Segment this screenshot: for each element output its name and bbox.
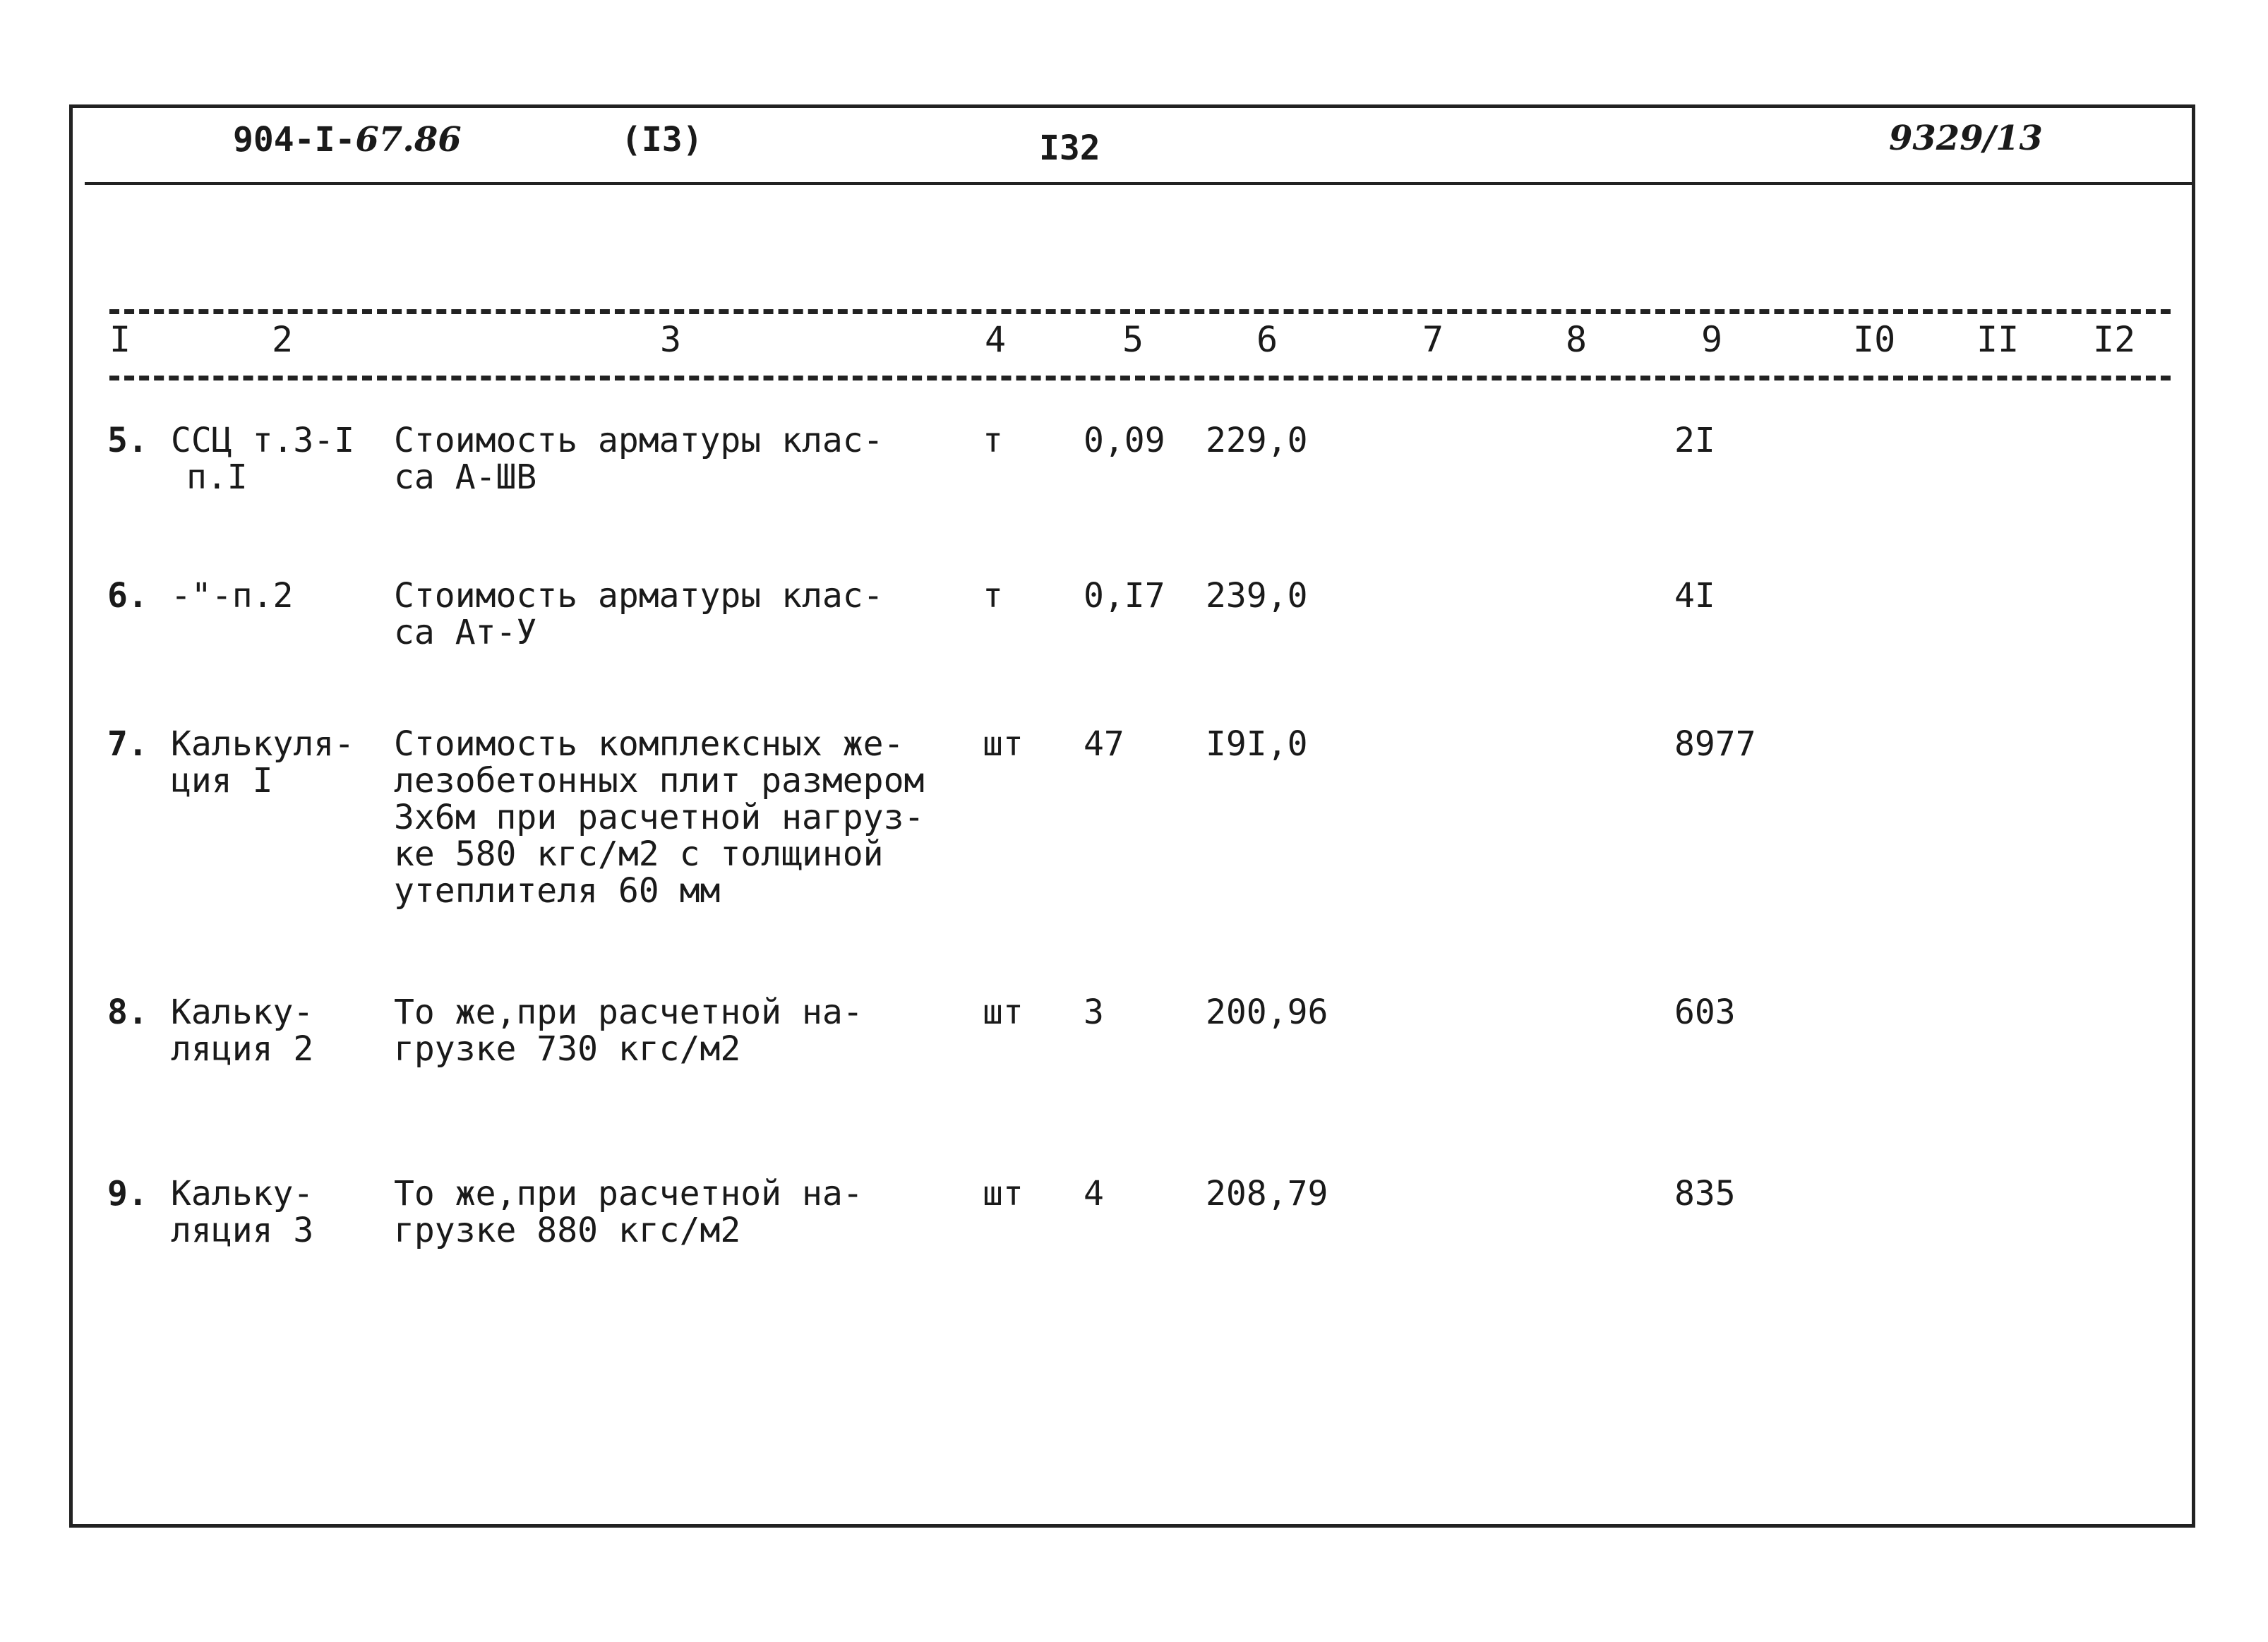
row-total-cost: 2I — [1674, 421, 1715, 460]
row-total-cost: 835 — [1674, 1174, 1736, 1213]
row-basis-line: ляция 2 — [171, 1029, 314, 1069]
row-number: 6. — [107, 576, 148, 616]
row-description-line: То же,при расчетной на- — [394, 1174, 863, 1213]
column-number: I — [109, 319, 131, 360]
row-number: 9. — [107, 1174, 148, 1213]
row-description-line: утеплителя 60 мм — [394, 871, 721, 911]
row-description-line: са А-ШВ — [394, 457, 537, 497]
row-total-cost: 603 — [1674, 993, 1736, 1032]
row-unit-price: 208,79 — [1206, 1174, 1328, 1213]
row-quantity: 0,I7 — [1084, 576, 1165, 616]
row-quantity: 4 — [1084, 1174, 1104, 1213]
row-basis-line: ция I — [171, 761, 273, 801]
column-header-bottom-rule — [109, 376, 2171, 380]
row-basis-line: Кальку- — [171, 1174, 314, 1213]
row-basis-line: п.I — [186, 457, 248, 497]
row-description-line: грузке 730 кгс/м2 — [394, 1029, 741, 1069]
row-description-line: 3х6м при расчетной нагруз- — [394, 798, 925, 837]
column-number: 5 — [1122, 319, 1144, 360]
row-basis-line: ляция 3 — [171, 1211, 314, 1250]
column-number: 7 — [1422, 319, 1444, 360]
row-basis-line: Кальку- — [171, 993, 314, 1032]
row-unit: т — [983, 421, 1003, 460]
row-unit: шт — [983, 724, 1024, 764]
row-description-line: Стоимость комплексных же- — [394, 724, 904, 764]
row-basis-line: ССЦ т.3-I — [171, 421, 355, 460]
document-code — [233, 120, 462, 160]
document-code-prefix: 904-I- — [233, 120, 356, 160]
row-unit: шт — [983, 1174, 1024, 1213]
column-header-top-rule — [109, 309, 2171, 314]
column-number: I2 — [2093, 319, 2136, 360]
sheet-reference: (I3) — [621, 120, 703, 160]
column-number: 2 — [272, 319, 294, 360]
row-description-line: са Ат-У — [394, 613, 537, 652]
row-total-cost: 8977 — [1674, 724, 1756, 764]
row-number: 7. — [107, 724, 148, 764]
archive-number: 9329/13 — [1889, 119, 2043, 158]
row-unit-price: 229,0 — [1206, 421, 1308, 460]
column-number: I0 — [1853, 319, 1896, 360]
row-unit-price: 200,96 — [1206, 993, 1328, 1032]
row-description-line: Стоимость арматуры клас- — [394, 421, 884, 460]
row-basis-line: Калькуля- — [171, 724, 355, 764]
document-code-handwritten: 67.86 — [355, 120, 462, 160]
row-unit-price: 239,0 — [1206, 576, 1308, 616]
row-description-line: То же,при расчетной на- — [394, 993, 863, 1032]
page-number: I32 — [1039, 128, 1100, 168]
row-description-line: Стоимость арматуры клас- — [394, 576, 884, 616]
column-number: 4 — [985, 319, 1007, 360]
row-description-line: ке 580 кгс/м2 с толщиной — [394, 834, 884, 874]
column-number: 8 — [1566, 319, 1588, 360]
row-total-cost: 4I — [1674, 576, 1715, 616]
row-description-line: лезобетонных плит размером — [394, 761, 925, 801]
column-number: II — [1976, 319, 2020, 360]
row-quantity: 47 — [1084, 724, 1124, 764]
column-number: 6 — [1256, 319, 1278, 360]
row-quantity: 0,09 — [1084, 421, 1165, 460]
row-number: 5. — [107, 421, 148, 460]
row-unit-price: I9I,0 — [1206, 724, 1308, 764]
row-description-line: грузке 880 кгс/м2 — [394, 1211, 741, 1250]
row-unit: т — [983, 576, 1003, 616]
column-number: 3 — [660, 319, 682, 360]
header-divider — [85, 182, 2195, 185]
row-basis-line: -"-п.2 — [171, 576, 294, 616]
page-frame — [69, 104, 2195, 1528]
row-quantity: 3 — [1084, 993, 1104, 1032]
row-unit: шт — [983, 993, 1024, 1032]
column-number: 9 — [1701, 319, 1723, 360]
row-number: 8. — [107, 993, 148, 1032]
